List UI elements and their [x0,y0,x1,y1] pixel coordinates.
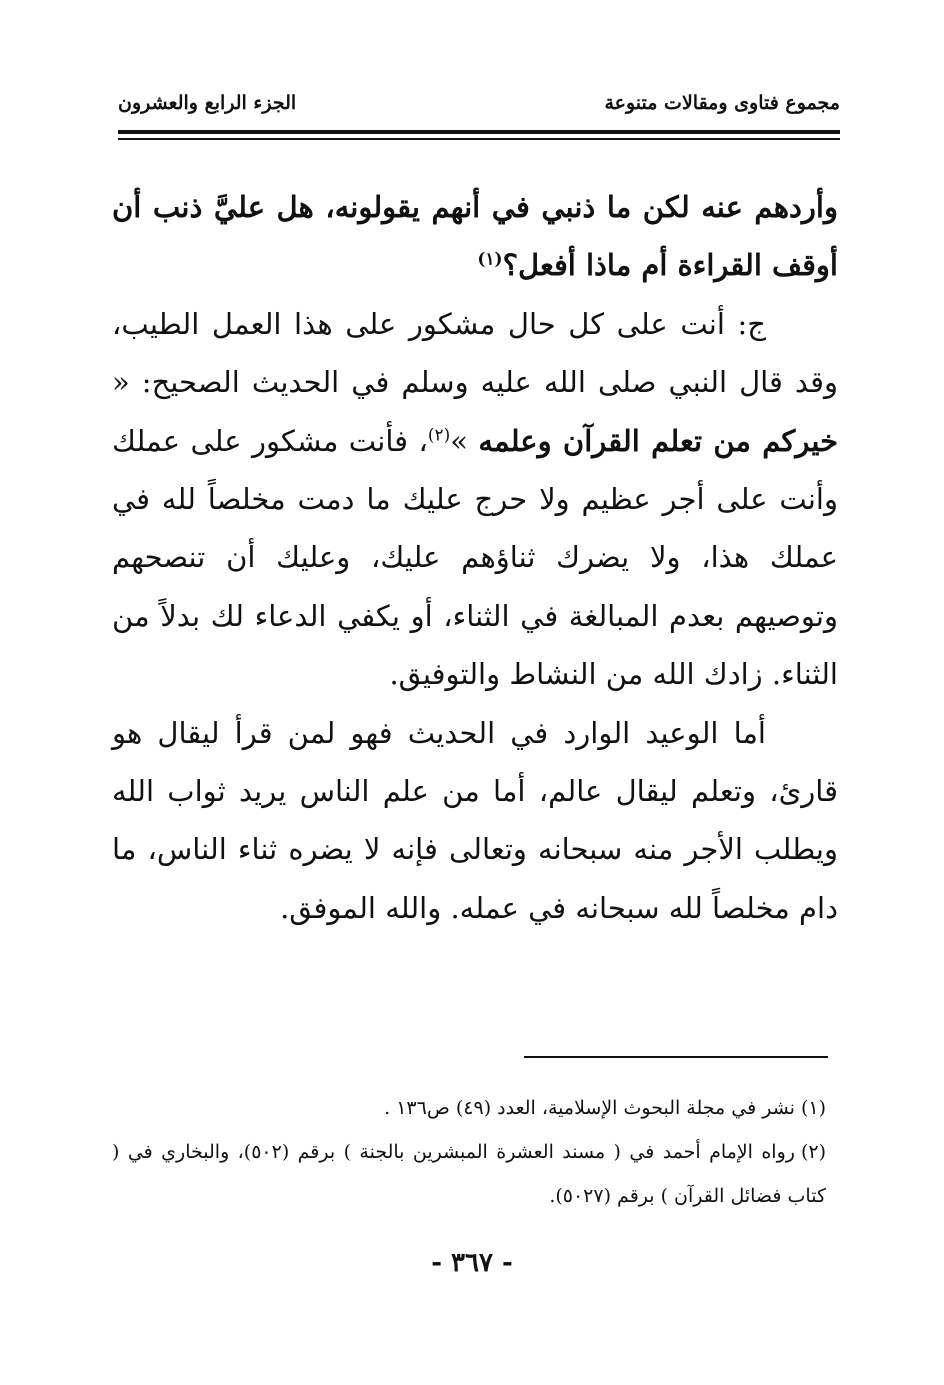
answer-continuation: ، فأنت مشكور على عملك وأنت على أجر عظيم ولا حرج عليك ما دمت مخلصاً لله في عملك هذا، ولا يضرك ثناؤهم عليك، وعليك أن تنصحهم وتوصيهم بعدم المبالغة في الثناء، أو يكفي الدعاء لك بدلاً من الثناء. زادك الله من النشاط والتوفيق. [112,423,838,692]
running-header [118,92,840,124]
footnote-2 [112,1130,826,1218]
book-title: مجموع فتاوى ومقالات متنوعة [604,92,840,114]
footnote-ref-2: (٢) [427,424,451,445]
header-rule-thick [118,130,840,134]
second-paragraph: أما الوعيد الوارد في الحديث فهو لمن قرأ ليقال هو قارئ، وتعلم ليقال عالم، أما من علم الناس يريد ثواب الله ويطلب الأجر منه سبحانه وتعالى فإنه لا يضره ثناء الناس، ما دام مخلصاً لله سبحانه في عمله. والله الموفق. [112,715,838,925]
footnote-1-text: نشر في مجلة البحوث الإسلامية، العدد (٤٩) ص١٣٦ . [384,1097,795,1119]
footnote-separator [524,1056,828,1058]
footnote-1 [112,1086,826,1130]
header-rule-thin [118,138,840,140]
footnotes [112,1086,826,1218]
answer-intro: ج: أنت على كل حال مشكور على هذا العمل الطيب، وقد قال النبي صلى الله عليه وسلم في الحديث الصحيح: « [112,306,838,400]
footnote-2-text: رواه الإمام أحمد في ( مسند العشرة المبشرين بالجنة ) برقم (٥٠٢)، والبخاري في ( كتاب فضائل القرآن ) برقم (٥٠٢٧). [112,1141,826,1207]
footnote-ref-1: (١) [477,249,503,270]
answer-paragraph [112,295,838,704]
volume-label: الجزء الرابع والعشرون [118,92,297,114]
page-number: - ٣٦٧ - [431,1248,513,1278]
footnote-2-number: (٢) [800,1141,826,1163]
hadith-close-mark: » [450,423,468,458]
footnote-1-number: (١) [800,1097,826,1119]
question-text: وأردهم عنه لكن ما ذنبي في أنهم يقولونه، هل عليَّ ذنب أن أوقف القراءة أم ماذا أفعل؟ [112,190,838,283]
question-paragraph [112,178,838,295]
hadith-quote: خيركم من تعلم القرآن وعلمه [478,423,839,458]
main-text [112,178,838,937]
